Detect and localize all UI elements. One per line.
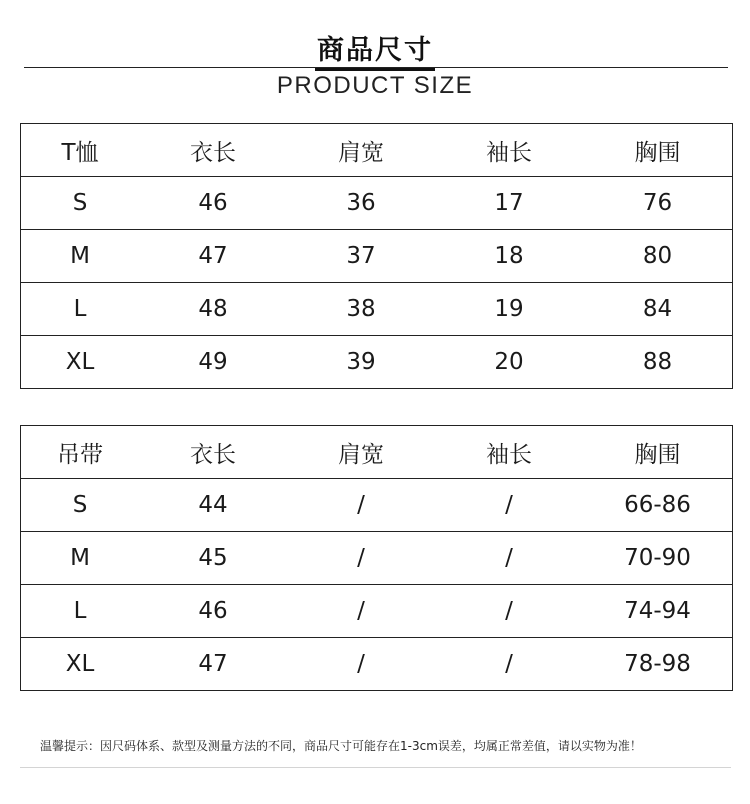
tshirt-size-table [20,123,733,389]
header-cell: 衣长 [190,139,236,166]
size-cell: XL [21,638,140,691]
value-cell: / [435,479,583,532]
size-cell: M [21,532,140,585]
table-row [21,336,733,389]
value-cell: 47 [139,638,287,691]
value-cell: 47 [139,230,287,283]
value-cell: / [287,585,435,638]
page-header [0,0,750,110]
value-cell: 88 [583,336,733,389]
value-cell: 46 [139,177,287,230]
value-cell: 39 [287,336,435,389]
table-row [21,177,733,230]
value-cell: 78-98 [583,638,733,691]
value-cell: / [435,585,583,638]
value-cell: 37 [287,230,435,283]
table-row [21,230,733,283]
table-row [21,585,733,638]
value-cell: / [287,479,435,532]
value-cell: 84 [583,283,733,336]
header-cell: 衣长 [190,441,236,468]
size-cell: XL [21,336,140,389]
value-cell: / [435,532,583,585]
size-note: 温馨提示：因尺码体系、款型及测量方法的不同，商品尺寸可能存在1-3cm误差，均属正常差值，请以实物为准！ [40,739,642,753]
value-cell: 20 [435,336,583,389]
value-cell: 17 [435,177,583,230]
header-cell: T恤 [61,139,99,166]
value-cell: 49 [139,336,287,389]
size-cell: M [21,230,140,283]
table-header-row [21,426,733,479]
title-chinese: 商品尺寸 [0,28,750,67]
value-cell: 48 [139,283,287,336]
value-cell: 44 [139,479,287,532]
value-cell: 80 [583,230,733,283]
camisole-size-table [20,425,733,691]
value-cell: 18 [435,230,583,283]
size-cell: L [21,585,140,638]
value-cell: 19 [435,283,583,336]
title-english: PRODUCT SIZE [276,72,474,99]
value-cell: 70-90 [583,532,733,585]
table-row [21,638,733,691]
header-cell: 袖长 [486,139,532,166]
value-cell: / [435,638,583,691]
table-row [21,532,733,585]
size-cell: L [21,283,140,336]
value-cell: 76 [583,177,733,230]
table-header-row [21,124,733,177]
size-cell: S [21,177,140,230]
header-cell: 胸围 [634,139,681,166]
footer-divider [20,767,731,768]
header-cell: 肩宽 [338,441,384,468]
header-divider [24,67,728,68]
table-row [21,283,733,336]
value-cell: 45 [139,532,287,585]
value-cell: 36 [287,177,435,230]
header-cell: 胸围 [634,441,681,468]
value-cell: / [287,638,435,691]
value-cell: 38 [287,283,435,336]
value-cell: 66-86 [583,479,733,532]
value-cell: 74-94 [583,585,733,638]
table-row [21,479,733,532]
value-cell: / [287,532,435,585]
value-cell: 46 [139,585,287,638]
header-cell: 吊带 [57,441,103,468]
header-cell: 肩宽 [338,139,384,166]
header-cell: 袖长 [486,441,532,468]
size-cell: S [21,479,140,532]
